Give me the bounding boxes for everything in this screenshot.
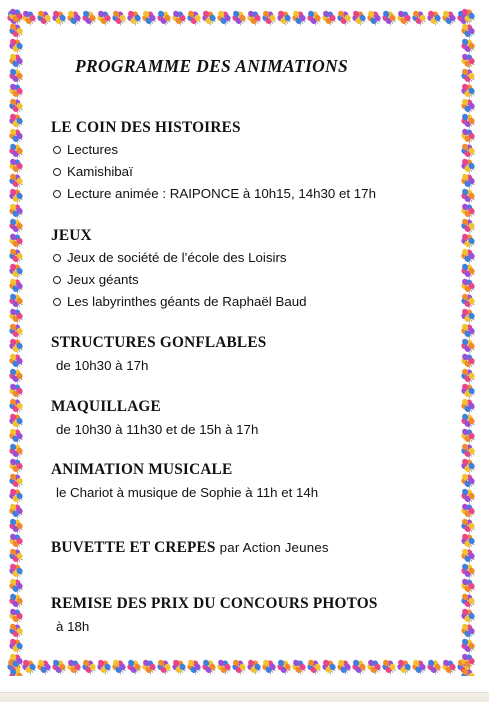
list-item: Jeux de société de l’école des Loisirs — [53, 247, 451, 269]
balloon-bunch-icon — [109, 657, 127, 676]
balloon-bunch-icon — [6, 291, 24, 310]
balloon-border-bottom — [6, 657, 478, 677]
balloon-bunch-icon — [6, 426, 24, 445]
section-coin-des-histoires — [51, 118, 451, 205]
balloon-bunch-icon — [349, 8, 367, 27]
balloon-bunch-icon — [458, 171, 476, 190]
list-item: Kamishibaï — [53, 161, 451, 183]
balloon-bunch-icon — [169, 8, 187, 27]
balloon-bunch-icon — [229, 657, 247, 676]
balloon-bunch-icon — [184, 657, 202, 676]
balloon-bunch-icon — [199, 657, 217, 676]
balloon-bunch-icon — [319, 8, 337, 27]
balloon-bunch-icon — [458, 291, 476, 310]
balloon-bunch-icon — [458, 531, 476, 550]
section-detail: à 18h — [56, 619, 90, 634]
section-jeux — [51, 226, 451, 313]
balloon-bunch-icon — [139, 8, 157, 27]
balloon-bunch-icon — [6, 126, 24, 145]
balloon-bunch-icon — [424, 657, 442, 676]
balloon-bunch-icon — [458, 591, 476, 610]
section-detail: de 10h30 à 11h30 et de 15h à 17h — [56, 422, 259, 437]
balloon-bunch-icon — [6, 276, 24, 295]
balloon-bunch-icon — [319, 657, 337, 676]
balloon-bunch-icon — [154, 657, 172, 676]
section-heading: STRUCTURES GONFLABLES — [51, 334, 267, 351]
balloon-bunch-icon — [244, 8, 262, 27]
list-item: Lecture animée : RAIPONCE à 10h15, 14h30 et 17h — [53, 183, 451, 205]
balloon-bunch-icon — [458, 96, 476, 115]
circle-bullet-icon — [53, 298, 61, 306]
balloon-bunch-icon — [458, 666, 476, 676]
balloon-bunch-icon — [139, 657, 157, 676]
balloon-bunch-icon — [304, 8, 322, 27]
balloon-bunch-icon — [214, 8, 232, 27]
section-animation-musicale — [51, 460, 451, 503]
balloon-bunch-icon — [439, 657, 457, 676]
balloon-bunch-icon — [94, 8, 112, 27]
balloon-bunch-icon — [458, 36, 476, 55]
balloon-bunch-icon — [199, 8, 217, 27]
balloon-bunch-icon — [458, 606, 476, 625]
balloon-bunch-icon — [64, 8, 82, 27]
balloon-bunch-icon — [6, 111, 24, 130]
circle-bullet-icon — [53, 276, 61, 284]
balloon-bunch-icon — [458, 441, 476, 460]
balloon-bunch-icon — [334, 8, 352, 27]
balloon-bunch-icon — [6, 456, 24, 475]
balloon-bunch-icon — [6, 231, 24, 250]
balloon-bunch-icon — [34, 657, 52, 676]
circle-bullet-icon — [53, 168, 61, 176]
balloon-bunch-icon — [6, 516, 24, 535]
balloon-bunch-icon — [458, 216, 476, 235]
balloon-bunch-icon — [6, 21, 24, 40]
balloon-bunch-icon — [6, 486, 24, 505]
balloon-bunch-icon — [6, 636, 24, 655]
balloon-bunch-icon — [364, 8, 382, 27]
balloon-bunch-icon — [289, 8, 307, 27]
list-item: Lectures — [53, 139, 451, 161]
balloon-bunch-icon — [6, 201, 24, 220]
balloon-bunch-icon — [458, 231, 476, 250]
balloon-bunch-icon — [124, 8, 142, 27]
section-heading: BUVETTE ET CREPES — [51, 539, 216, 556]
circle-bullet-icon — [53, 190, 61, 198]
balloon-bunch-icon — [6, 501, 24, 520]
list-item: Jeux géants — [53, 269, 451, 291]
balloon-bunch-icon — [458, 276, 476, 295]
balloon-bunch-icon — [458, 501, 476, 520]
balloon-bunch-icon — [458, 561, 476, 580]
balloon-bunch-icon — [6, 396, 24, 415]
balloon-bunch-icon — [124, 657, 142, 676]
balloon-bunch-icon — [6, 606, 24, 625]
balloon-bunch-icon — [458, 141, 476, 160]
balloon-bunch-icon — [458, 396, 476, 415]
balloon-bunch-icon — [6, 651, 24, 670]
balloon-bunch-icon — [6, 381, 24, 400]
balloon-bunch-icon — [6, 621, 24, 640]
balloon-bunch-icon — [458, 66, 476, 85]
balloon-bunch-icon — [6, 141, 24, 160]
balloon-bunch-icon — [458, 411, 476, 430]
balloon-bunch-icon — [409, 657, 427, 676]
balloon-bunch-icon — [458, 621, 476, 640]
balloon-bunch-icon — [6, 96, 24, 115]
balloon-bunch-icon — [424, 8, 442, 27]
balloon-bunch-icon — [349, 657, 367, 676]
section-heading: JEUX — [51, 227, 92, 244]
balloon-bunch-icon — [394, 657, 412, 676]
balloon-bunch-icon — [6, 171, 24, 190]
balloon-bunch-icon — [6, 666, 24, 676]
section-detail: de 10h30 à 17h — [56, 358, 149, 373]
balloon-bunch-icon — [458, 156, 476, 175]
balloon-bunch-icon — [6, 441, 24, 460]
balloon-bunch-icon — [6, 546, 24, 565]
section-buvette-et-crepes — [51, 538, 451, 557]
balloon-bunch-icon — [458, 426, 476, 445]
balloon-bunch-icon — [6, 246, 24, 265]
balloon-bunch-icon — [184, 8, 202, 27]
section-maquillage — [51, 397, 451, 440]
balloon-bunch-icon — [6, 306, 24, 325]
balloon-bunch-icon — [6, 351, 24, 370]
balloon-bunch-icon — [169, 657, 187, 676]
balloon-bunch-icon — [6, 156, 24, 175]
balloon-bunch-icon — [458, 111, 476, 130]
balloon-bunch-icon — [458, 201, 476, 220]
balloon-bunch-icon — [79, 8, 97, 27]
balloon-bunch-icon — [94, 657, 112, 676]
balloon-bunch-icon — [379, 8, 397, 27]
balloon-bunch-icon — [6, 366, 24, 385]
balloon-bunch-icon — [229, 8, 247, 27]
balloon-bunch-icon — [304, 657, 322, 676]
balloon-bunch-icon — [49, 8, 67, 27]
balloon-bunch-icon — [109, 8, 127, 27]
circle-bullet-icon — [53, 146, 61, 154]
balloon-bunch-icon — [458, 336, 476, 355]
balloon-bunch-icon — [34, 8, 52, 27]
balloon-bunch-icon — [6, 186, 24, 205]
balloon-bunch-icon — [458, 81, 476, 100]
balloon-bunch-icon — [458, 576, 476, 595]
balloon-bunch-icon — [259, 8, 277, 27]
balloon-bunch-icon — [6, 471, 24, 490]
balloon-bunch-icon — [458, 321, 476, 340]
balloon-bunch-icon — [6, 36, 24, 55]
balloon-bunch-icon — [439, 8, 457, 27]
balloon-bunch-icon — [458, 186, 476, 205]
balloon-border-top — [6, 8, 478, 28]
balloon-bunch-icon — [6, 561, 24, 580]
balloon-bunch-icon — [458, 126, 476, 145]
section-heading: REMISE DES PRIX DU CONCOURS PHOTOS — [51, 595, 378, 612]
balloon-bunch-icon — [274, 657, 292, 676]
balloon-bunch-icon — [458, 486, 476, 505]
balloon-bunch-icon — [458, 306, 476, 325]
balloon-bunch-icon — [6, 321, 24, 340]
balloon-bunch-icon — [154, 8, 172, 27]
balloon-bunch-icon — [6, 261, 24, 280]
balloon-bunch-icon — [458, 456, 476, 475]
balloon-bunch-icon — [289, 657, 307, 676]
balloon-bunch-icon — [6, 591, 24, 610]
section-heading: MAQUILLAGE — [51, 398, 161, 415]
balloon-bunch-icon — [49, 657, 67, 676]
balloon-bunch-icon — [394, 8, 412, 27]
balloon-bunch-icon — [259, 657, 277, 676]
balloon-bunch-icon — [379, 657, 397, 676]
balloon-border-left — [6, 8, 26, 676]
balloon-bunch-icon — [79, 657, 97, 676]
balloon-bunch-icon — [458, 21, 476, 40]
programme-title: PROGRAMME DES ANIMATIONS — [75, 56, 349, 76]
section-structures-gonflables — [51, 333, 451, 376]
balloon-bunch-icon — [458, 261, 476, 280]
balloon-bunch-icon — [6, 216, 24, 235]
balloon-bunch-icon — [6, 411, 24, 430]
balloon-bunch-icon — [364, 657, 382, 676]
balloon-bunch-icon — [6, 8, 24, 25]
balloon-bunch-icon — [274, 8, 292, 27]
balloon-bunch-icon — [6, 576, 24, 595]
balloon-bunch-icon — [458, 366, 476, 385]
section-heading: ANIMATION MUSICALE — [51, 461, 233, 478]
balloon-bunch-icon — [6, 531, 24, 550]
balloon-bunch-icon — [6, 81, 24, 100]
balloon-bunch-icon — [458, 651, 476, 670]
balloon-bunch-icon — [409, 8, 427, 27]
balloon-bunch-icon — [6, 336, 24, 355]
section-remise-des-prix — [51, 594, 451, 637]
section-suffix: par Action Jeunes — [219, 540, 329, 555]
balloon-bunch-icon — [458, 546, 476, 565]
balloon-bunch-icon — [458, 636, 476, 655]
balloon-bunch-icon — [6, 51, 24, 70]
balloon-bunch-icon — [458, 516, 476, 535]
list-item: Les labyrinthes géants de Raphaël Baud — [53, 291, 451, 313]
section-detail: le Chariot à musique de Sophie à 11h et 14h — [56, 485, 319, 500]
balloon-bunch-icon — [458, 381, 476, 400]
balloon-bunch-icon — [458, 246, 476, 265]
balloon-bunch-icon — [214, 657, 232, 676]
balloon-bunch-icon — [334, 657, 352, 676]
balloon-bunch-icon — [244, 657, 262, 676]
balloon-bunch-icon — [458, 51, 476, 70]
section-heading: LE COIN DES HISTOIRES — [51, 119, 241, 136]
balloon-bunch-icon — [6, 66, 24, 85]
balloon-bunch-icon — [458, 471, 476, 490]
balloon-border-right — [458, 8, 478, 676]
balloon-bunch-icon — [458, 8, 476, 25]
balloon-bunch-icon — [458, 351, 476, 370]
circle-bullet-icon — [53, 254, 61, 262]
balloon-bunch-icon — [64, 657, 82, 676]
